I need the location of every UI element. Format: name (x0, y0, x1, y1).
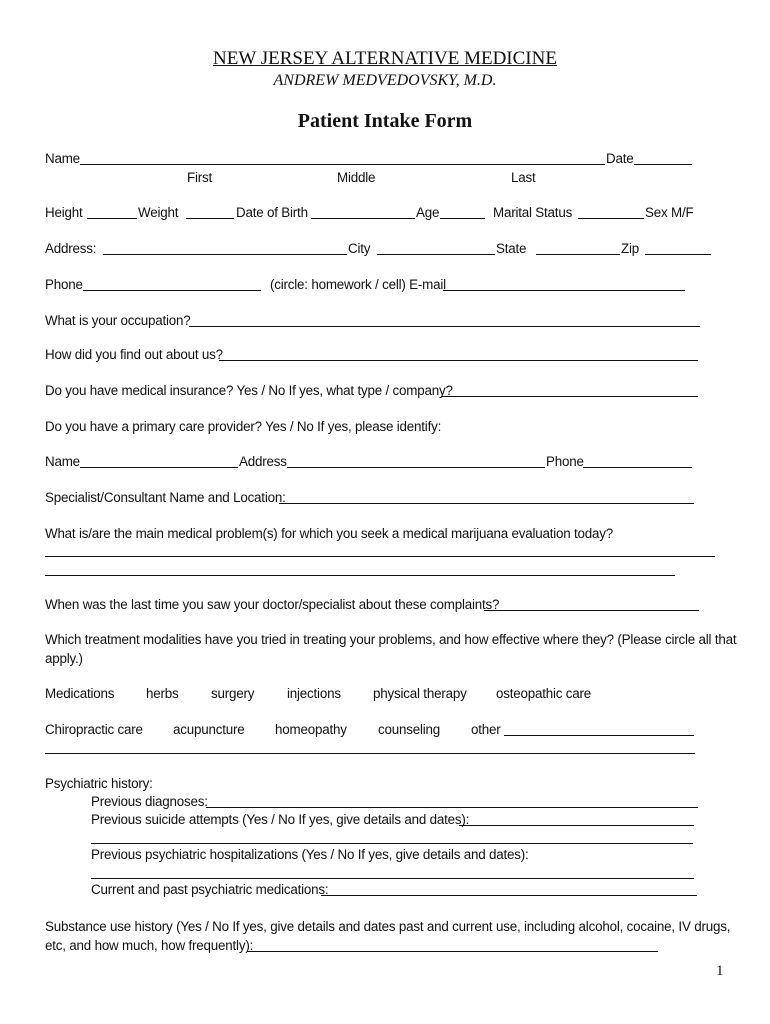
modality-medications[interactable]: Medications (45, 686, 115, 701)
last-seen-label: When was the last time you saw your doctor/specialist about these complaints? (45, 597, 500, 612)
pcp-question: Do you have a primary care provider? Yes / No If yes, please identify: (45, 419, 442, 434)
occupation-field[interactable] (189, 326, 700, 327)
psych-meds-field[interactable] (321, 895, 697, 896)
height-label: Height (45, 205, 83, 220)
state-label: State (496, 241, 527, 256)
dob-label: Date of Birth (236, 205, 308, 220)
age-field[interactable] (440, 218, 485, 219)
modality-acupuncture[interactable]: acupuncture (173, 722, 245, 737)
date-label: Date (606, 151, 634, 166)
insurance-field[interactable] (441, 396, 698, 397)
marital-label: Marital Status (493, 205, 573, 220)
age-label: Age (416, 205, 440, 220)
pcp-phone-label: Phone (546, 454, 584, 469)
state-field[interactable] (536, 254, 620, 255)
modality-surgery[interactable]: surgery (211, 686, 255, 701)
doctor-name: ANDREW MEDVEDOVSKY, M.D. (273, 72, 497, 89)
weight-label: Weight (138, 205, 179, 220)
psych-suicide-field-2[interactable] (91, 843, 693, 844)
city-field[interactable] (377, 254, 495, 255)
psych-suicide-label: Previous suicide attempts (Yes / No If yes, give details and dates): (91, 812, 470, 827)
occupation-label: What is your occupation? (45, 313, 191, 328)
phone-type-label: (circle: homework / cell) E-mail (270, 277, 446, 292)
modality-other[interactable]: other (471, 722, 501, 737)
other-modality-field[interactable] (504, 735, 694, 736)
height-field[interactable] (87, 218, 137, 219)
modality-physical-therapy[interactable]: physical therapy (373, 686, 467, 701)
last-seen-field[interactable] (484, 610, 699, 611)
psych-suicide-field[interactable] (459, 825, 694, 826)
weight-field[interactable] (186, 218, 234, 219)
email-field[interactable] (443, 290, 685, 291)
phone-label: Phone (45, 277, 83, 292)
modality-injections[interactable]: injections (287, 686, 341, 701)
psych-diagnoses-field[interactable] (206, 807, 698, 808)
psych-title: Psychiatric history: (45, 776, 153, 791)
substance-label-1: Substance use history (Yes / No If yes, give details and dates past and current use, including alcohol, cocaine, IV drugs, (45, 919, 731, 934)
main-problem-label: What is/are the main medical problem(s) for which you seek a medical marijuana evaluation today? (45, 526, 614, 541)
modality-chiropractic[interactable]: Chiropractic care (45, 722, 143, 737)
zip-label: Zip (621, 241, 640, 256)
insurance-label: Do you have medical insurance? Yes / No If yes, what type / company? (45, 383, 453, 398)
middle-label: Middle (337, 170, 376, 185)
specialist-label: Specialist/Consultant Name and Location: (45, 490, 286, 505)
form-title: Patient Intake Form (297, 110, 473, 132)
main-problem-field-2[interactable] (45, 575, 675, 576)
psych-diagnoses-label: Previous diagnoses: (91, 794, 208, 809)
find-out-label: How did you find out about us? (45, 347, 223, 362)
modalities-question-1: Which treatment modalities have you tried in treating your problems, and how effective where they? (Please circle all that (45, 632, 737, 647)
modality-counseling[interactable]: counseling (378, 722, 441, 737)
last-label: Last (511, 170, 536, 185)
pcp-address-field[interactable] (287, 467, 545, 468)
pcp-phone-field[interactable] (583, 467, 692, 468)
page-number: 1 (716, 963, 724, 979)
org-name: NEW JERSEY ALTERNATIVE MEDICINE (213, 48, 557, 69)
pcp-name-field[interactable] (80, 467, 238, 468)
address-label: Address: (45, 241, 97, 256)
specialist-field[interactable] (279, 503, 694, 504)
dob-field[interactable] (311, 218, 415, 219)
main-problem-field-1[interactable] (45, 556, 715, 557)
psych-hospital-label: Previous psychiatric hospitalizations (Yes / No If yes, give details and dates): (91, 847, 529, 862)
marital-field[interactable] (578, 218, 644, 219)
sex-label: Sex M/F (645, 205, 694, 220)
phone-field[interactable] (83, 290, 261, 291)
psych-hospital-field[interactable] (91, 878, 694, 879)
first-label: First (187, 170, 213, 185)
city-label: City (348, 241, 371, 256)
modality-osteopathic-care[interactable]: osteopathic care (496, 686, 592, 701)
pcp-address-label: Address (239, 454, 287, 469)
modality-homeopathy[interactable]: homeopathy (275, 722, 347, 737)
address-field[interactable] (103, 254, 347, 255)
name-field[interactable] (80, 164, 605, 165)
substance-field[interactable] (247, 951, 658, 952)
substance-label-2: etc, and how much, how frequently): (45, 938, 254, 953)
find-out-field[interactable] (219, 360, 698, 361)
psych-meds-label: Current and past psychiatric medications: (91, 882, 329, 897)
pcp-name-label: Name (45, 454, 80, 469)
zip-field[interactable] (645, 254, 711, 255)
modalities-question-2: apply.) (45, 651, 83, 666)
date-field[interactable] (634, 164, 692, 165)
name-label: Name (45, 151, 80, 166)
modalities-extra-field[interactable] (45, 753, 695, 754)
modality-herbs[interactable]: herbs (146, 686, 179, 701)
